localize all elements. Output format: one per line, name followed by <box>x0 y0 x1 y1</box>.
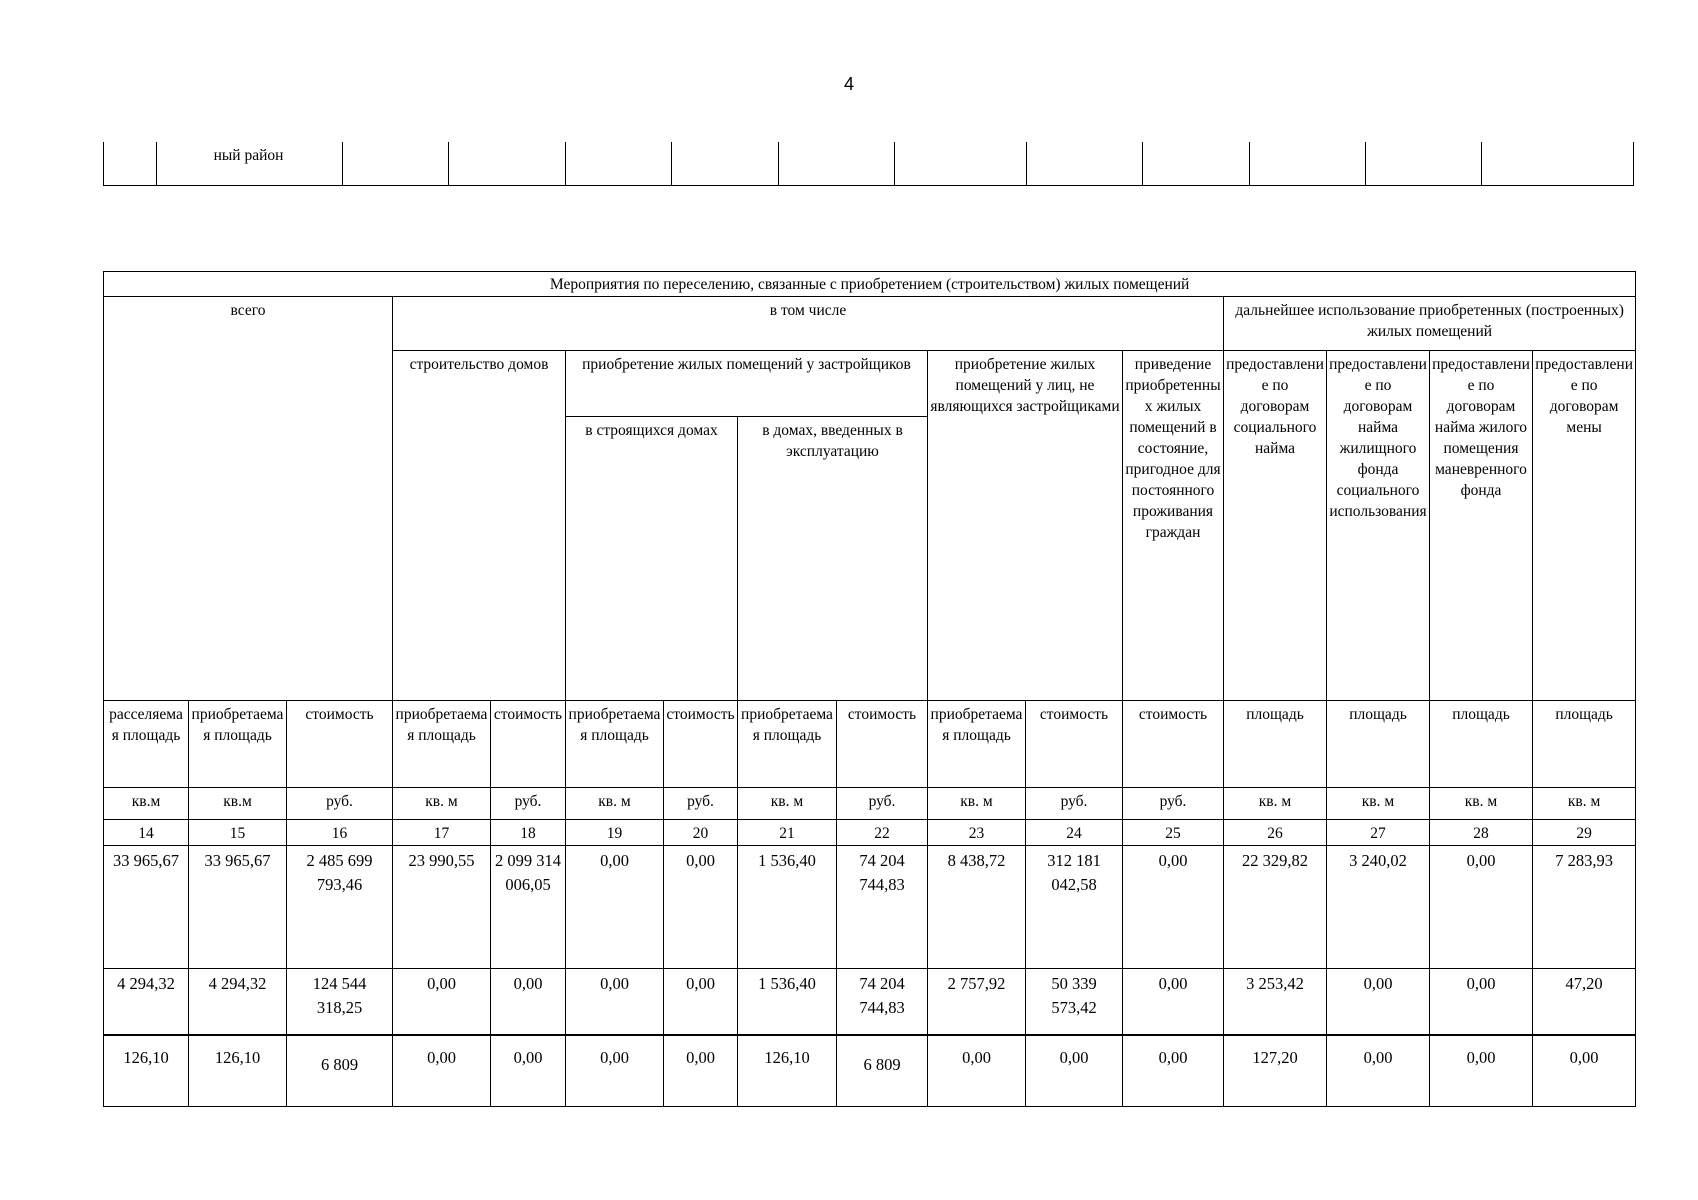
column-header: стоимость <box>1026 701 1123 788</box>
unit-cell: кв. м <box>738 788 837 820</box>
data-cell: 47,20 <box>1533 969 1636 1036</box>
data-cell: 0,00 <box>1533 1035 1636 1107</box>
data-cell: 74 204 744,83 <box>837 969 928 1036</box>
data-cell: 0,00 <box>1430 1035 1533 1107</box>
data-cell: 4 294,32 <box>189 969 287 1036</box>
unit-cell: кв. м <box>1224 788 1327 820</box>
data-cell: 0,00 <box>566 846 664 969</box>
unit-cell: кв. м <box>1327 788 1430 820</box>
strip-cell <box>672 142 779 186</box>
data-cell: 0,00 <box>664 969 738 1036</box>
unit-cell: кв.м <box>189 788 287 820</box>
strip-cell <box>779 142 895 186</box>
data-cell: 33 965,67 <box>189 846 287 969</box>
data-cell: 0,00 <box>1123 969 1224 1036</box>
column-number: 26 <box>1224 820 1327 846</box>
data-cell: 0,00 <box>1327 969 1430 1036</box>
column-number: 18 <box>491 820 566 846</box>
strip-cell <box>566 142 672 186</box>
strip-cell <box>1482 142 1634 186</box>
column-header: площадь <box>1327 701 1430 788</box>
column-number: 22 <box>837 820 928 846</box>
bringing-header: приведение приобретенных жилых помещений в состояние, пригодное для постоянного проживания граждан <box>1123 351 1224 701</box>
purchase-nondevelopers-header: приобретение жилых помещений у лиц, не являющихся застройщиками <box>928 351 1123 701</box>
column-header: площадь <box>1430 701 1533 788</box>
table-row <box>104 846 1636 969</box>
column-number: 14 <box>104 820 189 846</box>
data-cell: 0,00 <box>491 1035 566 1107</box>
column-header: приобретаемая площадь <box>189 701 287 788</box>
data-cell: 50 339 573,42 <box>1026 969 1123 1036</box>
data-cell: 1 536,40 <box>738 969 837 1036</box>
purchase-developers-header: приобретение жилых помещений у застройщиков <box>566 351 928 417</box>
construction-header: строительство домов <box>393 351 566 701</box>
data-cell: 126,10 <box>104 1035 189 1107</box>
data-cell: 2 099 314 006,05 <box>491 846 566 969</box>
table-row <box>104 969 1636 1036</box>
strip-cell <box>1366 142 1482 186</box>
unit-cell: кв. м <box>1430 788 1533 820</box>
under-construction-header: в строящихся домах <box>566 417 738 701</box>
data-cell: 0,00 <box>566 969 664 1036</box>
data-cell: 0,00 <box>1026 1035 1123 1107</box>
column-number: 20 <box>664 820 738 846</box>
column-header: приобретаемая площадь <box>928 701 1026 788</box>
maneuver-rent-header: предоставление по договорам найма жилого помещения маневренного фонда <box>1430 351 1533 701</box>
column-number: 16 <box>287 820 393 846</box>
data-cell: 74 204 744,83 <box>837 846 928 969</box>
data-cell: 4 294,32 <box>104 969 189 1036</box>
data-cell: 0,00 <box>1123 1035 1224 1107</box>
data-cell: 0,00 <box>928 1035 1026 1107</box>
column-number: 29 <box>1533 820 1636 846</box>
column-header: стоимость <box>1123 701 1224 788</box>
data-cell: 0,00 <box>664 1035 738 1107</box>
data-cell: 22 329,82 <box>1224 846 1327 969</box>
data-cell: 312 181 042,58 <box>1026 846 1123 969</box>
column-header: стоимость <box>287 701 393 788</box>
data-cell: 124 544 318,25 <box>287 969 393 1036</box>
data-cell: 3 240,02 <box>1327 846 1430 969</box>
column-number: 17 <box>393 820 491 846</box>
strip-cell <box>1027 142 1143 186</box>
data-cell: 127,20 <box>1224 1035 1327 1107</box>
column-header: стоимость <box>664 701 738 788</box>
commissioned-header: в домах, введенных в эксплуатацию <box>738 417 928 701</box>
group-further-use-header: дальнейшее использование приобретенных (построенных) жилых помещений <box>1224 297 1636 351</box>
column-number: 21 <box>738 820 837 846</box>
strip-cell <box>104 142 157 186</box>
unit-cell: кв. м <box>393 788 491 820</box>
data-cell: 2 485 699 793,46 <box>287 846 393 969</box>
data-cell: 7 283,93 <box>1533 846 1636 969</box>
column-header: приобретаемая площадь <box>393 701 491 788</box>
data-cell: 3 253,42 <box>1224 969 1327 1036</box>
table-row <box>104 1035 1636 1107</box>
column-header: площадь <box>1533 701 1636 788</box>
unit-cell: руб. <box>837 788 928 820</box>
column-number: 24 <box>1026 820 1123 846</box>
unit-cell: кв. м <box>1533 788 1636 820</box>
unit-cell: кв. м <box>928 788 1026 820</box>
data-cell: 126,10 <box>189 1035 287 1107</box>
data-cell: 0,00 <box>664 846 738 969</box>
data-cell: 2 757,92 <box>928 969 1026 1036</box>
unit-cell: кв.м <box>104 788 189 820</box>
unit-cell: руб. <box>1026 788 1123 820</box>
unit-cell: кв. м <box>566 788 664 820</box>
unit-cell: руб. <box>287 788 393 820</box>
social-rent-header: предоставление по договорам социального найма <box>1224 351 1327 701</box>
data-cell: 0,00 <box>393 969 491 1036</box>
column-number: 23 <box>928 820 1026 846</box>
data-cell: 0,00 <box>491 969 566 1036</box>
group-including-header: в том числе <box>393 297 1224 351</box>
group-total-header: всего <box>104 297 393 701</box>
data-cell: 6 809 <box>837 1035 928 1107</box>
data-cell: 0,00 <box>1327 1035 1430 1107</box>
page-number: 4 <box>843 74 854 94</box>
column-header: стоимость <box>837 701 928 788</box>
data-cell: 6 809 <box>287 1035 393 1107</box>
data-cell: 0,00 <box>566 1035 664 1107</box>
data-cell: 1 536,40 <box>738 846 837 969</box>
exchange-header: предоставление по договорам мены <box>1533 351 1636 701</box>
data-cell: 8 438,72 <box>928 846 1026 969</box>
column-header: приобретаемая площадь <box>566 701 664 788</box>
strip-cell <box>449 142 566 186</box>
resettlement-measures-table <box>103 271 1636 1107</box>
data-cell: 0,00 <box>1123 846 1224 969</box>
data-cell: 0,00 <box>393 1035 491 1107</box>
column-number: 15 <box>189 820 287 846</box>
data-cell: 0,00 <box>1430 969 1533 1036</box>
column-header: приобретаемая площадь <box>738 701 837 788</box>
unit-cell: руб. <box>664 788 738 820</box>
strip-cell <box>1143 142 1250 186</box>
strip-cell <box>1250 142 1366 186</box>
data-cell: 23 990,55 <box>393 846 491 969</box>
data-cell: 33 965,67 <box>104 846 189 969</box>
unit-cell: руб. <box>1123 788 1224 820</box>
strip-cell <box>343 142 449 186</box>
column-header: стоимость <box>491 701 566 788</box>
column-header: расселяемая площадь <box>104 701 189 788</box>
strip-cell <box>895 142 1027 186</box>
data-cell: 0,00 <box>1430 846 1533 969</box>
unit-cell: руб. <box>491 788 566 820</box>
strip-district-label: ный район <box>157 142 343 186</box>
column-header: площадь <box>1224 701 1327 788</box>
column-number: 25 <box>1123 820 1224 846</box>
table-title: Мероприятия по переселению, связанные с приобретением (строительством) жилых помещений <box>104 272 1636 297</box>
social-use-rent-header: предоставление по договорам найма жилищного фонда социального использования <box>1327 351 1430 701</box>
column-number: 27 <box>1327 820 1430 846</box>
data-cell: 126,10 <box>738 1035 837 1107</box>
column-number: 19 <box>566 820 664 846</box>
continuation-strip <box>103 142 1634 186</box>
column-number: 28 <box>1430 820 1533 846</box>
